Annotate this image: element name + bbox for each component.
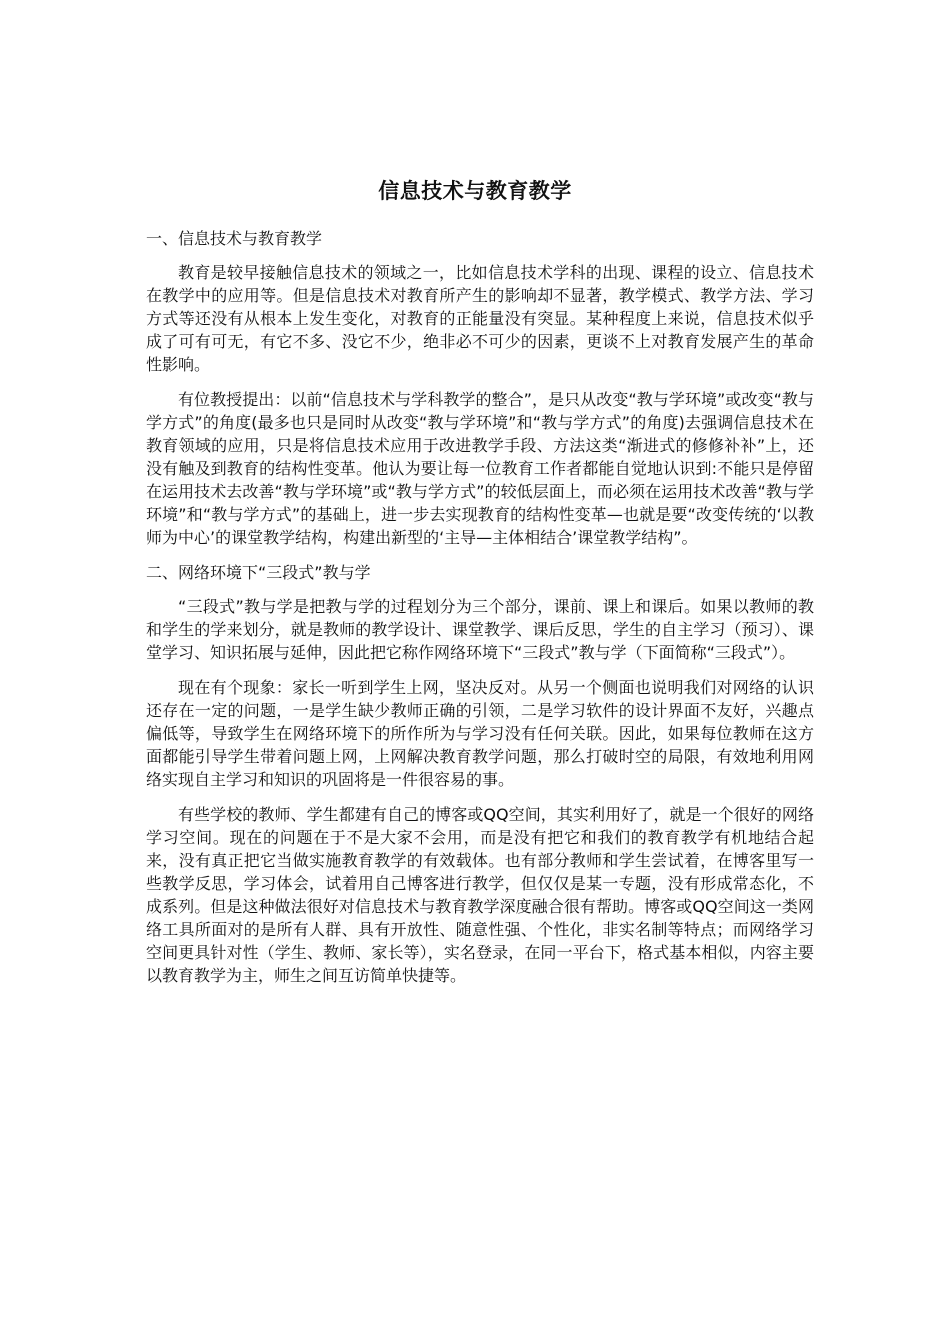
section-heading-1: 一、信息技术与教育教学 — [146, 229, 323, 248]
paragraph-1: 教育是较早接触信息技术的领域之一，比如信息技术学科的出现、课程的设立、信息技术在教学中的应用等。但是信息技术对教育所产生的影响却不显著，教学模式、教学方法、学习方式等还没有从根本上发生变化，对教育的正能量没有突显。某种程度上来说，信息技术似乎成了可有可无，有它不多、没它不少，绝非必不可少的因素，更谈不上对教育发展产生的革命性影响。 — [146, 263, 814, 374]
paragraph-2: 有位教授提出：以前“信息技术与学科教学的整合”，是只从改变“教与学环境”或改变“教与学方式”的角度(最多也只是同时从改变“教与学环境”和“教与学方式”的角度)去强调信息技术在教育领域的应用，只是将信息技术应用于改进教学手段、方法这类“渐进式的修修补补”上，还没有触及到教育的结构性变革。他认为要让每一位教育工作者都能自觉地认识到:不能只是停留在运用技术去改善“教与学环境”或“教与学方式”的较低层面上，而必须在运用技术改善“教与学环境”和“教与学方式”的基础上，进一步去实现教育的结构性变革—也就是要“改变传统的‘以教师为中心’的课堂教学结构，构建出新型的‘主导—主体相结合’课堂教学结构”。 — [146, 390, 814, 547]
paragraph-3: “三段式”教与学是把教与学的过程划分为三个部分，课前、课上和课后。如果以教师的教和学生的学来划分，就是教师的教学设计、课堂教学、课后反思，学生的自主学习（预习）、课堂学习、知识拓展与延伸，因此把它称作网络环境下“三段式”教与学（下面简称“三段式”）。 — [146, 597, 814, 662]
document-title: 信息技术与教育教学 — [378, 179, 572, 203]
document-body — [146, 227, 814, 999]
section-heading-2: 二、网络环境下“三段式”教与学 — [146, 563, 371, 582]
paragraph-4: 现在有个现象：家长一听到学生上网，坚决反对。从另一个侧面也说明我们对网络的认识还存在一定的问题，一是学生缺少教师正确的引领，二是学习软件的设计界面不友好，兴趣点偏低等，导致学生在网络环境下的所作所为与学习没有任何关联。因此，如果每位教师在这方面都能引导学生带着问题上网，上网解决教育教学问题，那么打破时空的局限，有效地利用网络实现自主学习和知识的巩固将是一件很容易的事。 — [146, 678, 814, 789]
paragraph-5: 有些学校的教师、学生都建有自己的博客或QQ空间，其实利用好了，就是一个很好的网络学习空间。现在的问题在于不是大家不会用，而是没有把它和我们的教育教学有机地结合起来，没有真正把它当做实施教育教学的有效载体。也有部分教师和学生尝试着，在博客里写一些教学反思，学习体会，试着用自己博客进行教学，但仅仅是某一专题，没有形成常态化，不成系列。但是这种做法很好对信息技术与教育教学深度融合很有帮助。博客或QQ空间这一类网络工具所面对的是所有人群、具有开放性、随意性强、个性化，非实名制等特点；而网络学习空间更具针对性（学生、教师、家长等），实名登录，在同一平台下，格式基本相似，内容主要以教育教学为主，师生之间互访简单快捷等。 — [146, 805, 814, 985]
